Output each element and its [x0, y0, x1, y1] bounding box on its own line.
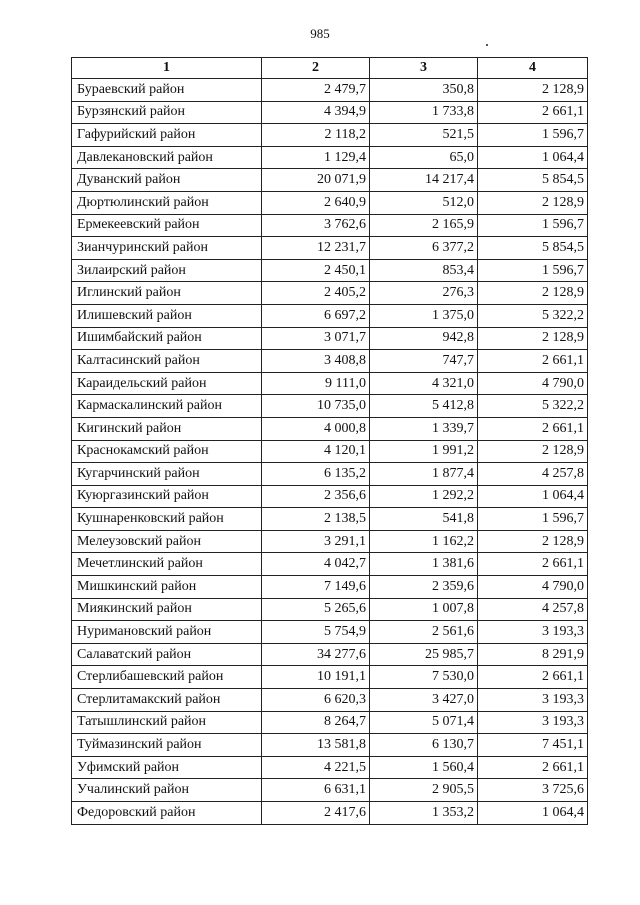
- table-row: [72, 372, 588, 395]
- value-cell-col-2: 2 450,1: [262, 259, 370, 282]
- table-row: [72, 417, 588, 440]
- value-cell-col-3: 5 412,8: [370, 395, 478, 418]
- value-cell-col-3: 1 339,7: [370, 417, 478, 440]
- column-header-1: 1: [72, 58, 262, 79]
- value-cell-col-4: 2 661,1: [478, 101, 588, 124]
- value-cell-col-3: 512,0: [370, 191, 478, 214]
- value-cell-col-2: 8 264,7: [262, 711, 370, 734]
- value-cell-col-4: 2 661,1: [478, 553, 588, 576]
- district-name-cell: Давлекановский район: [72, 146, 262, 169]
- value-cell-col-2: 7 149,6: [262, 576, 370, 599]
- district-name-cell: Зилаирский район: [72, 259, 262, 282]
- value-cell-col-2: 3 762,6: [262, 214, 370, 237]
- table-row: [72, 237, 588, 260]
- district-name-cell: Кармаскалинский район: [72, 395, 262, 418]
- value-cell-col-4: 1 596,7: [478, 214, 588, 237]
- value-cell-col-2: 1 129,4: [262, 146, 370, 169]
- value-cell-col-2: 2 640,9: [262, 191, 370, 214]
- value-cell-col-4: 2 128,9: [478, 191, 588, 214]
- value-cell-col-4: 2 661,1: [478, 756, 588, 779]
- value-cell-col-2: 4 120,1: [262, 440, 370, 463]
- value-cell-col-4: 2 128,9: [478, 282, 588, 305]
- district-name-cell: Калтасинский район: [72, 350, 262, 373]
- table-row: [72, 124, 588, 147]
- table-row: [72, 79, 588, 102]
- district-name-cell: Учалинский район: [72, 779, 262, 802]
- value-cell-col-3: 7 530,0: [370, 666, 478, 689]
- column-header-2: 2: [262, 58, 370, 79]
- table-row: [72, 508, 588, 531]
- district-name-cell: Мишкинский район: [72, 576, 262, 599]
- table-row: [72, 598, 588, 621]
- value-cell-col-4: 5 854,5: [478, 237, 588, 260]
- table-row: [72, 350, 588, 373]
- table-row: [72, 779, 588, 802]
- table-row: [72, 643, 588, 666]
- value-cell-col-3: 942,8: [370, 327, 478, 350]
- value-cell-col-3: 65,0: [370, 146, 478, 169]
- value-cell-col-4: 3 193,3: [478, 711, 588, 734]
- value-cell-col-2: 9 111,0: [262, 372, 370, 395]
- district-name-cell: Зианчуринский район: [72, 237, 262, 260]
- value-cell-col-4: 7 451,1: [478, 734, 588, 757]
- value-cell-col-3: 1 007,8: [370, 598, 478, 621]
- value-cell-col-4: 5 322,2: [478, 395, 588, 418]
- district-name-cell: Бураевский район: [72, 79, 262, 102]
- district-name-cell: Салаватский район: [72, 643, 262, 666]
- district-name-cell: Миякинский район: [72, 598, 262, 621]
- value-cell-col-3: 1 733,8: [370, 101, 478, 124]
- value-cell-col-3: 1 375,0: [370, 304, 478, 327]
- value-cell-col-4: 4 257,8: [478, 463, 588, 486]
- value-cell-col-2: 2 417,6: [262, 802, 370, 825]
- value-cell-col-2: 12 231,7: [262, 237, 370, 260]
- value-cell-col-2: 5 265,6: [262, 598, 370, 621]
- district-name-cell: Гафурийский район: [72, 124, 262, 147]
- scan-speck: [486, 44, 488, 46]
- table-row: [72, 666, 588, 689]
- value-cell-col-2: 4 000,8: [262, 417, 370, 440]
- value-cell-col-3: 1 162,2: [370, 530, 478, 553]
- table-row: [72, 485, 588, 508]
- value-cell-col-3: 1 560,4: [370, 756, 478, 779]
- table-row: [72, 553, 588, 576]
- value-cell-col-3: 747,7: [370, 350, 478, 373]
- district-name-cell: Дюртюлинский район: [72, 191, 262, 214]
- value-cell-col-3: 1 353,2: [370, 802, 478, 825]
- value-cell-col-2: 10 735,0: [262, 395, 370, 418]
- district-name-cell: Туймазинский район: [72, 734, 262, 757]
- district-name-cell: Федоровский район: [72, 802, 262, 825]
- value-cell-col-4: 2 661,1: [478, 350, 588, 373]
- value-cell-col-3: 521,5: [370, 124, 478, 147]
- table-body: [72, 79, 588, 825]
- value-cell-col-3: 2 359,6: [370, 576, 478, 599]
- table-row: [72, 101, 588, 124]
- value-cell-col-4: 5 322,2: [478, 304, 588, 327]
- district-name-cell: Мечетлинский район: [72, 553, 262, 576]
- value-cell-col-4: 2 128,9: [478, 327, 588, 350]
- district-name-cell: Мелеузовский район: [72, 530, 262, 553]
- value-cell-col-2: 2 405,2: [262, 282, 370, 305]
- table-row: [72, 711, 588, 734]
- district-name-cell: Уфимский район: [72, 756, 262, 779]
- value-cell-col-4: 2 661,1: [478, 666, 588, 689]
- district-name-cell: Иглинский район: [72, 282, 262, 305]
- value-cell-col-4: 2 128,9: [478, 440, 588, 463]
- header-row: [72, 58, 588, 79]
- value-cell-col-2: 2 356,6: [262, 485, 370, 508]
- table-row: [72, 689, 588, 712]
- value-cell-col-2: 3 291,1: [262, 530, 370, 553]
- value-cell-col-4: 1 064,4: [478, 485, 588, 508]
- value-cell-col-3: 2 561,6: [370, 621, 478, 644]
- table-row: [72, 463, 588, 486]
- table-row: [72, 327, 588, 350]
- value-cell-col-3: 4 321,0: [370, 372, 478, 395]
- value-cell-col-2: 6 631,1: [262, 779, 370, 802]
- table-row: [72, 440, 588, 463]
- value-cell-col-4: 1 596,7: [478, 508, 588, 531]
- value-cell-col-3: 276,3: [370, 282, 478, 305]
- district-name-cell: Стерлитамакский район: [72, 689, 262, 712]
- value-cell-col-3: 5 071,4: [370, 711, 478, 734]
- value-cell-col-2: 4 394,9: [262, 101, 370, 124]
- district-name-cell: Краснокамский район: [72, 440, 262, 463]
- table-row: [72, 734, 588, 757]
- district-name-cell: Кушнаренковский район: [72, 508, 262, 531]
- column-header-4: 4: [478, 58, 588, 79]
- value-cell-col-2: 6 135,2: [262, 463, 370, 486]
- value-cell-col-3: 3 427,0: [370, 689, 478, 712]
- value-cell-col-3: 853,4: [370, 259, 478, 282]
- value-cell-col-2: 2 138,5: [262, 508, 370, 531]
- value-cell-col-4: 4 790,0: [478, 372, 588, 395]
- column-header-3: 3: [370, 58, 478, 79]
- value-cell-col-2: 13 581,8: [262, 734, 370, 757]
- value-cell-col-4: 4 790,0: [478, 576, 588, 599]
- table-row: [72, 169, 588, 192]
- value-cell-col-3: 1 381,6: [370, 553, 478, 576]
- value-cell-col-3: 25 985,7: [370, 643, 478, 666]
- district-name-cell: Илишевский район: [72, 304, 262, 327]
- value-cell-col-3: 541,8: [370, 508, 478, 531]
- district-name-cell: Ишимбайский район: [72, 327, 262, 350]
- district-name-cell: Кигинский район: [72, 417, 262, 440]
- value-cell-col-4: 1 596,7: [478, 259, 588, 282]
- value-cell-col-2: 3 071,7: [262, 327, 370, 350]
- value-cell-col-2: 4 042,7: [262, 553, 370, 576]
- table-row: [72, 802, 588, 825]
- value-cell-col-2: 2 479,7: [262, 79, 370, 102]
- district-name-cell: Куюргазинский район: [72, 485, 262, 508]
- value-cell-col-3: 350,8: [370, 79, 478, 102]
- district-name-cell: Караидельский район: [72, 372, 262, 395]
- value-cell-col-4: 2 128,9: [478, 530, 588, 553]
- district-name-cell: Нуримановский район: [72, 621, 262, 644]
- table-row: [72, 756, 588, 779]
- value-cell-col-3: 2 905,5: [370, 779, 478, 802]
- value-cell-col-4: 1 596,7: [478, 124, 588, 147]
- value-cell-col-3: 2 165,9: [370, 214, 478, 237]
- table-row: [72, 304, 588, 327]
- district-name-cell: Стерлибашевский район: [72, 666, 262, 689]
- value-cell-col-4: 8 291,9: [478, 643, 588, 666]
- page-number: 985: [310, 26, 330, 41]
- value-cell-col-2: 34 277,6: [262, 643, 370, 666]
- table-row: [72, 282, 588, 305]
- value-cell-col-2: 20 071,9: [262, 169, 370, 192]
- value-cell-col-4: 1 064,4: [478, 802, 588, 825]
- value-cell-col-2: 5 754,9: [262, 621, 370, 644]
- value-cell-col-4: 2 661,1: [478, 417, 588, 440]
- table-row: [72, 191, 588, 214]
- value-cell-col-2: 4 221,5: [262, 756, 370, 779]
- value-cell-col-3: 6 377,2: [370, 237, 478, 260]
- district-name-cell: Татышлинский район: [72, 711, 262, 734]
- district-name-cell: Бурзянский район: [72, 101, 262, 124]
- value-cell-col-4: 3 725,6: [478, 779, 588, 802]
- value-cell-col-4: 2 128,9: [478, 79, 588, 102]
- value-cell-col-3: 1 991,2: [370, 440, 478, 463]
- value-cell-col-3: 6 130,7: [370, 734, 478, 757]
- value-cell-col-3: 1 877,4: [370, 463, 478, 486]
- value-cell-col-3: 1 292,2: [370, 485, 478, 508]
- district-name-cell: Кугарчинский район: [72, 463, 262, 486]
- value-cell-col-4: 3 193,3: [478, 689, 588, 712]
- value-cell-col-2: 10 191,1: [262, 666, 370, 689]
- district-name-cell: Дуванский район: [72, 169, 262, 192]
- value-cell-col-3: 14 217,4: [370, 169, 478, 192]
- district-name-cell: Ермекеевский район: [72, 214, 262, 237]
- table-row: [72, 576, 588, 599]
- value-cell-col-4: 4 257,8: [478, 598, 588, 621]
- table-row: [72, 146, 588, 169]
- value-cell-col-2: 6 620,3: [262, 689, 370, 712]
- value-cell-col-2: 6 697,2: [262, 304, 370, 327]
- table-row: [72, 395, 588, 418]
- table-row: [72, 621, 588, 644]
- value-cell-col-2: 2 118,2: [262, 124, 370, 147]
- value-cell-col-4: 5 854,5: [478, 169, 588, 192]
- value-cell-col-2: 3 408,8: [262, 350, 370, 373]
- value-cell-col-4: 3 193,3: [478, 621, 588, 644]
- table-row: [72, 214, 588, 237]
- table-row: [72, 530, 588, 553]
- districts-table: [71, 57, 588, 825]
- table-row: [72, 259, 588, 282]
- value-cell-col-4: 1 064,4: [478, 146, 588, 169]
